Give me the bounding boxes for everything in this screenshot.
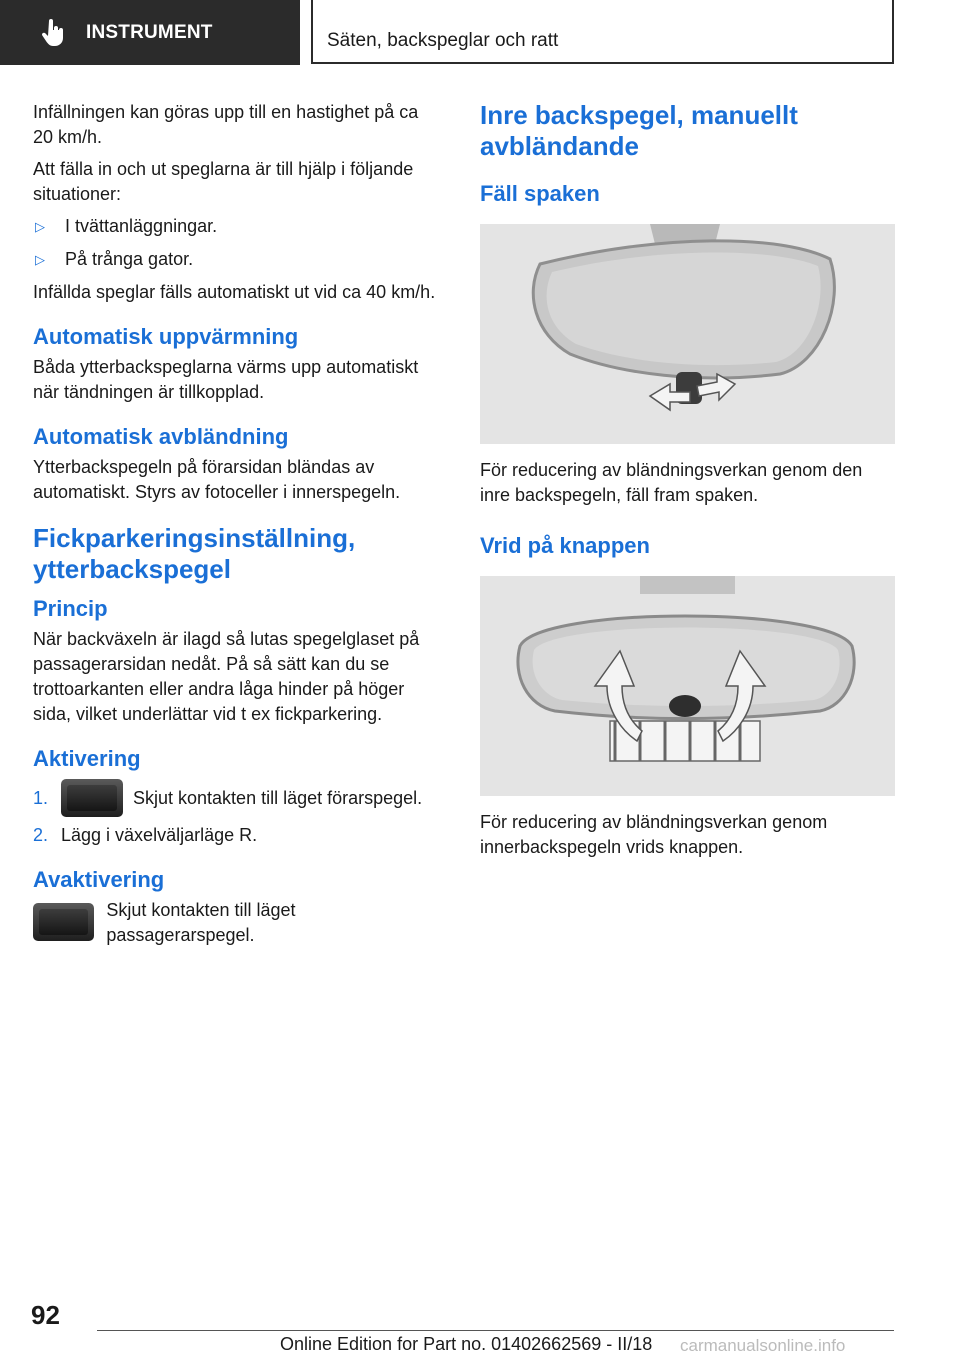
mirror-switch-icon <box>33 903 94 941</box>
triangle-bullet-icon: ▷ <box>35 252 45 267</box>
step-item <box>33 779 443 817</box>
principle-text: När backväxeln är ilagd så lutas spegelglaset på passagerarsidan nedåt. På så sätt kan du se trottoarkanten eller andra låga hinder på höger sida, vilket underlättar vid t ex fickparkering. <box>33 629 420 724</box>
triangle-bullet-icon: ▷ <box>35 219 45 234</box>
rearview-mirror-knob-illustration <box>480 576 895 796</box>
mirror-switch-icon <box>61 779 123 817</box>
fold-speed-text: Infällningen kan göras upp till en hastighet på ca 20 km/h. <box>33 102 419 147</box>
list-item <box>33 214 443 239</box>
section-title: Säten, backspeglar och ratt <box>327 30 559 51</box>
principle-heading: Princip <box>33 596 108 621</box>
left-column <box>33 100 443 955</box>
list-item <box>33 247 443 272</box>
dimming-heading: Automatisk avbländning <box>33 424 289 449</box>
list-item-text: På trånga gator. <box>65 249 194 269</box>
rearview-mirror-lever-illustration <box>480 224 895 444</box>
lever-text: För reducering av bländningsverkan genom den inre backspegeln, fäll fram spaken. <box>480 460 863 505</box>
deactivation-text: Skjut kontakten till läget passagerarspegel. <box>106 900 296 945</box>
chapter-label: INSTRUMENT <box>86 21 213 43</box>
fold-situations-text: Att fälla in och ut speglarna är till hjälp i följande situationer: <box>33 159 414 204</box>
deactivation-heading: Avaktivering <box>33 867 165 892</box>
knob-text: För reducering av bländningsverkan genom innerbackspegeln vrids knappen. <box>480 812 828 857</box>
edition-text: Online Edition for Part no. 01402662569 - II/18 <box>280 1334 653 1354</box>
watermark: carmanualsonline.info <box>680 1336 846 1355</box>
dimming-text: Ytterbackspegeln på förarsidan bländas av automatiskt. Styrs av fotoceller i innerspegeln. <box>33 457 401 502</box>
deactivation-row <box>33 898 443 955</box>
section-header <box>311 0 894 64</box>
footer-divider <box>97 1330 894 1331</box>
knob-mirror-image <box>480 576 895 796</box>
chapter-tab[interactable] <box>0 0 300 65</box>
parking-heading: Fickparkeringsinställning, ytterbackspegel <box>33 523 356 584</box>
step-text: Lägg i växelväljarläge R. <box>61 825 258 845</box>
activation-heading: Aktivering <box>33 746 141 771</box>
step-item <box>33 823 443 848</box>
list-item-text: I tvättanläggningar. <box>65 216 218 236</box>
auto-unfold-text: Infällda speglar fälls automatiskt ut vid ca 40 km/h. <box>33 282 436 302</box>
step-number: 1. <box>33 787 49 808</box>
interior-mirror-heading: Inre backspegel, manuellt avbländande <box>480 100 798 161</box>
heating-text: Båda ytterbackspeglarna värms upp automatiskt när tändningen är tillkopplad. <box>33 357 419 402</box>
heating-heading: Automatisk uppvärmning <box>33 324 299 349</box>
step-text: Skjut kontakten till läget förarspegel. <box>133 787 423 808</box>
lever-heading: Fäll spaken <box>480 181 600 206</box>
page-number: 92 <box>31 1300 60 1330</box>
knob-heading: Vrid på knappen <box>480 533 650 558</box>
lever-mirror-image <box>480 224 895 444</box>
right-column <box>480 100 895 867</box>
pointing-hand-icon <box>40 19 66 47</box>
step-number: 2. <box>33 825 49 845</box>
